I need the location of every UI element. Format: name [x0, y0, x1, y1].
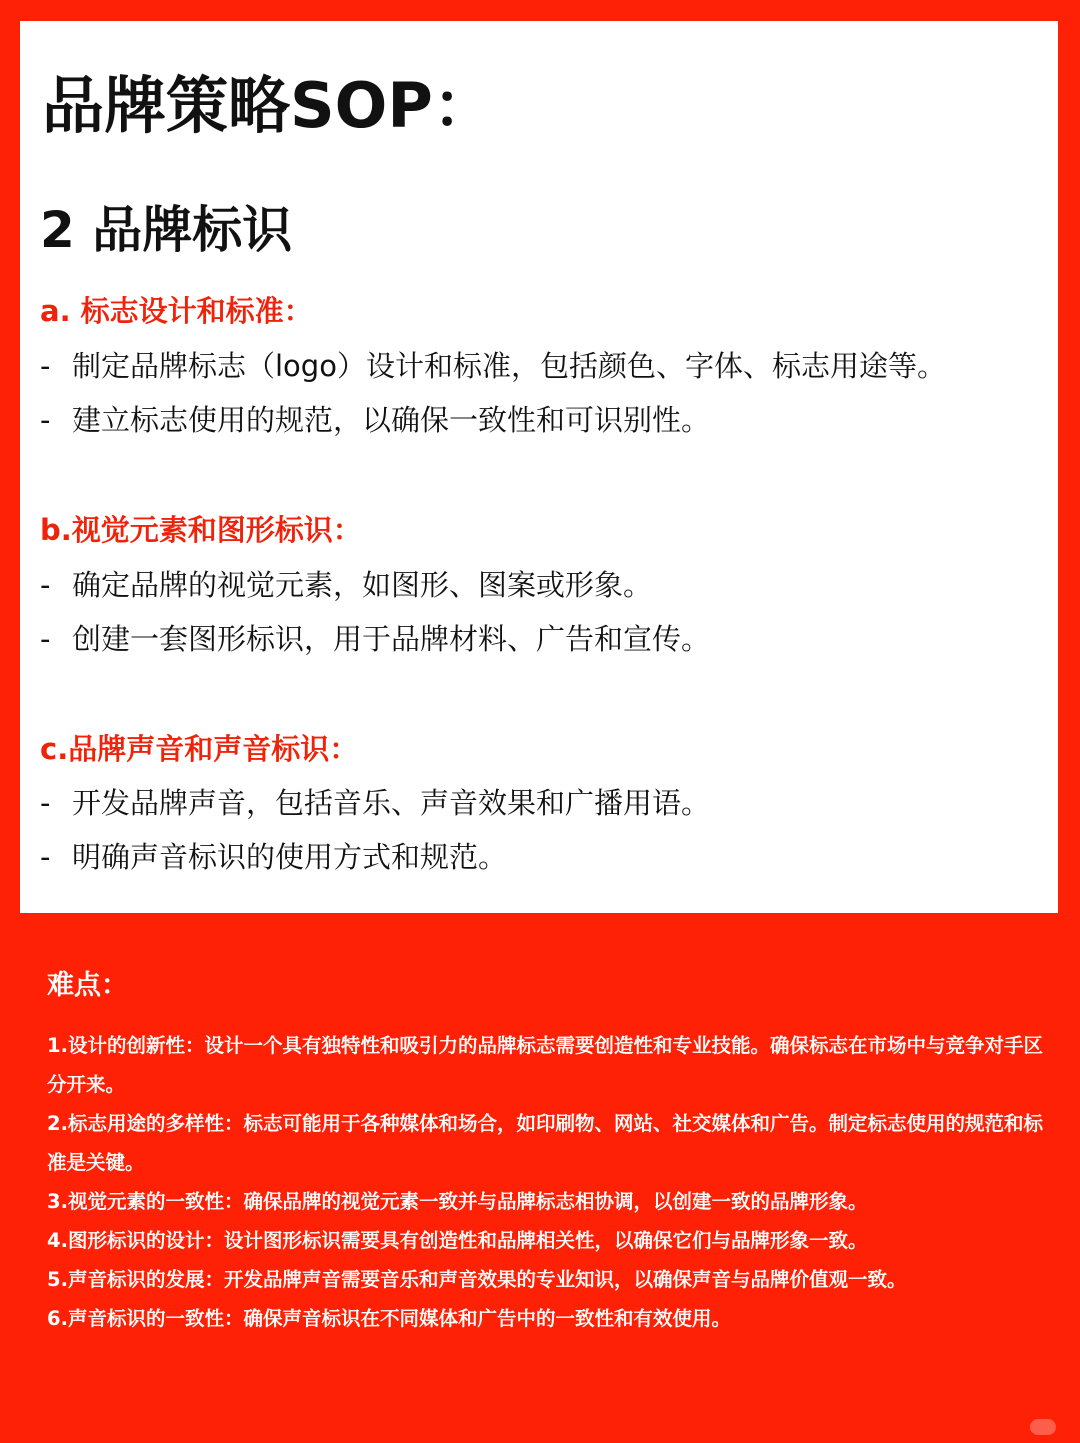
- difficulty-item-4: 4.图形标识的设计：设计图形标识需要具有创造性和品牌相关性，以确保它们与品牌形象一致。: [47, 1229, 868, 1252]
- bullet-dash: -: [40, 786, 51, 820]
- content-card: [20, 21, 1058, 913]
- section-a-heading: a. 标志设计和标准：: [40, 294, 313, 328]
- section-b-heading: b.视觉元素和图形标识：: [40, 513, 362, 547]
- bullet-dash: -: [40, 403, 51, 437]
- section-a-bullet-2: [40, 403, 711, 437]
- difficulty-item-6: 6.声音标识的一致性：确保声音标识在不同媒体和广告中的一致性和有效使用。: [47, 1307, 731, 1330]
- section-c-bullet-1: [40, 786, 711, 820]
- bullet-dash: -: [40, 622, 51, 656]
- difficulty-item-3: 3.视觉元素的一致性：确保品牌的视觉元素一致并与品牌标志相协调，以创建一致的品牌形象。: [47, 1190, 868, 1213]
- bullet-text: 建立标志使用的规范，以确保一致性和可识别性。: [72, 403, 711, 437]
- section-c-bullet-2: [40, 840, 508, 874]
- bullet-text: 明确声音标识的使用方式和规范。: [72, 840, 508, 874]
- bullet-dash: -: [40, 349, 51, 383]
- difficulty-item-5: 5.声音标识的发展：开发品牌声音需要音乐和声音效果的专业知识，以确保声音与品牌价值观一致。: [47, 1268, 907, 1291]
- section-a-bullet-1: [40, 349, 946, 383]
- watermark-badge: [1030, 1419, 1056, 1435]
- bullet-dash: -: [40, 840, 51, 874]
- section-b-bullet-1: [40, 568, 653, 602]
- difficulty-item-1: 1.设计的创新性：设计一个具有独特性和吸引力的品牌标志需要创造性和专业技能。确保标志在市场中与竞争对手区分开来。: [47, 1034, 1043, 1096]
- difficulty-item-2: 2.标志用途的多样性：标志可能用于各种媒体和场合，如印刷物、网站、社交媒体和广告。制定标志使用的规范和标准是关键。: [47, 1112, 1043, 1174]
- difficulty-title: 难点：: [47, 970, 128, 1001]
- bullet-text: 制定品牌标志（logo）设计和标准，包括颜色、字体、标志用途等。: [72, 349, 946, 383]
- section-b-bullet-2: [40, 622, 711, 656]
- difficulty-section: [47, 968, 1057, 1338]
- section-c-heading: c.品牌声音和声音标识：: [40, 732, 359, 766]
- section-subtitle: 2 品牌标识: [40, 201, 293, 259]
- bullet-text: 开发品牌声音，包括音乐、声音效果和广播用语。: [72, 786, 711, 820]
- bullet-dash: -: [40, 568, 51, 602]
- page-title: 品牌策略SOP：: [42, 69, 495, 142]
- bullet-text: 确定品牌的视觉元素，如图形、图案或形象。: [72, 568, 653, 602]
- bullet-text: 创建一套图形标识，用于品牌材料、广告和宣传。: [72, 622, 711, 656]
